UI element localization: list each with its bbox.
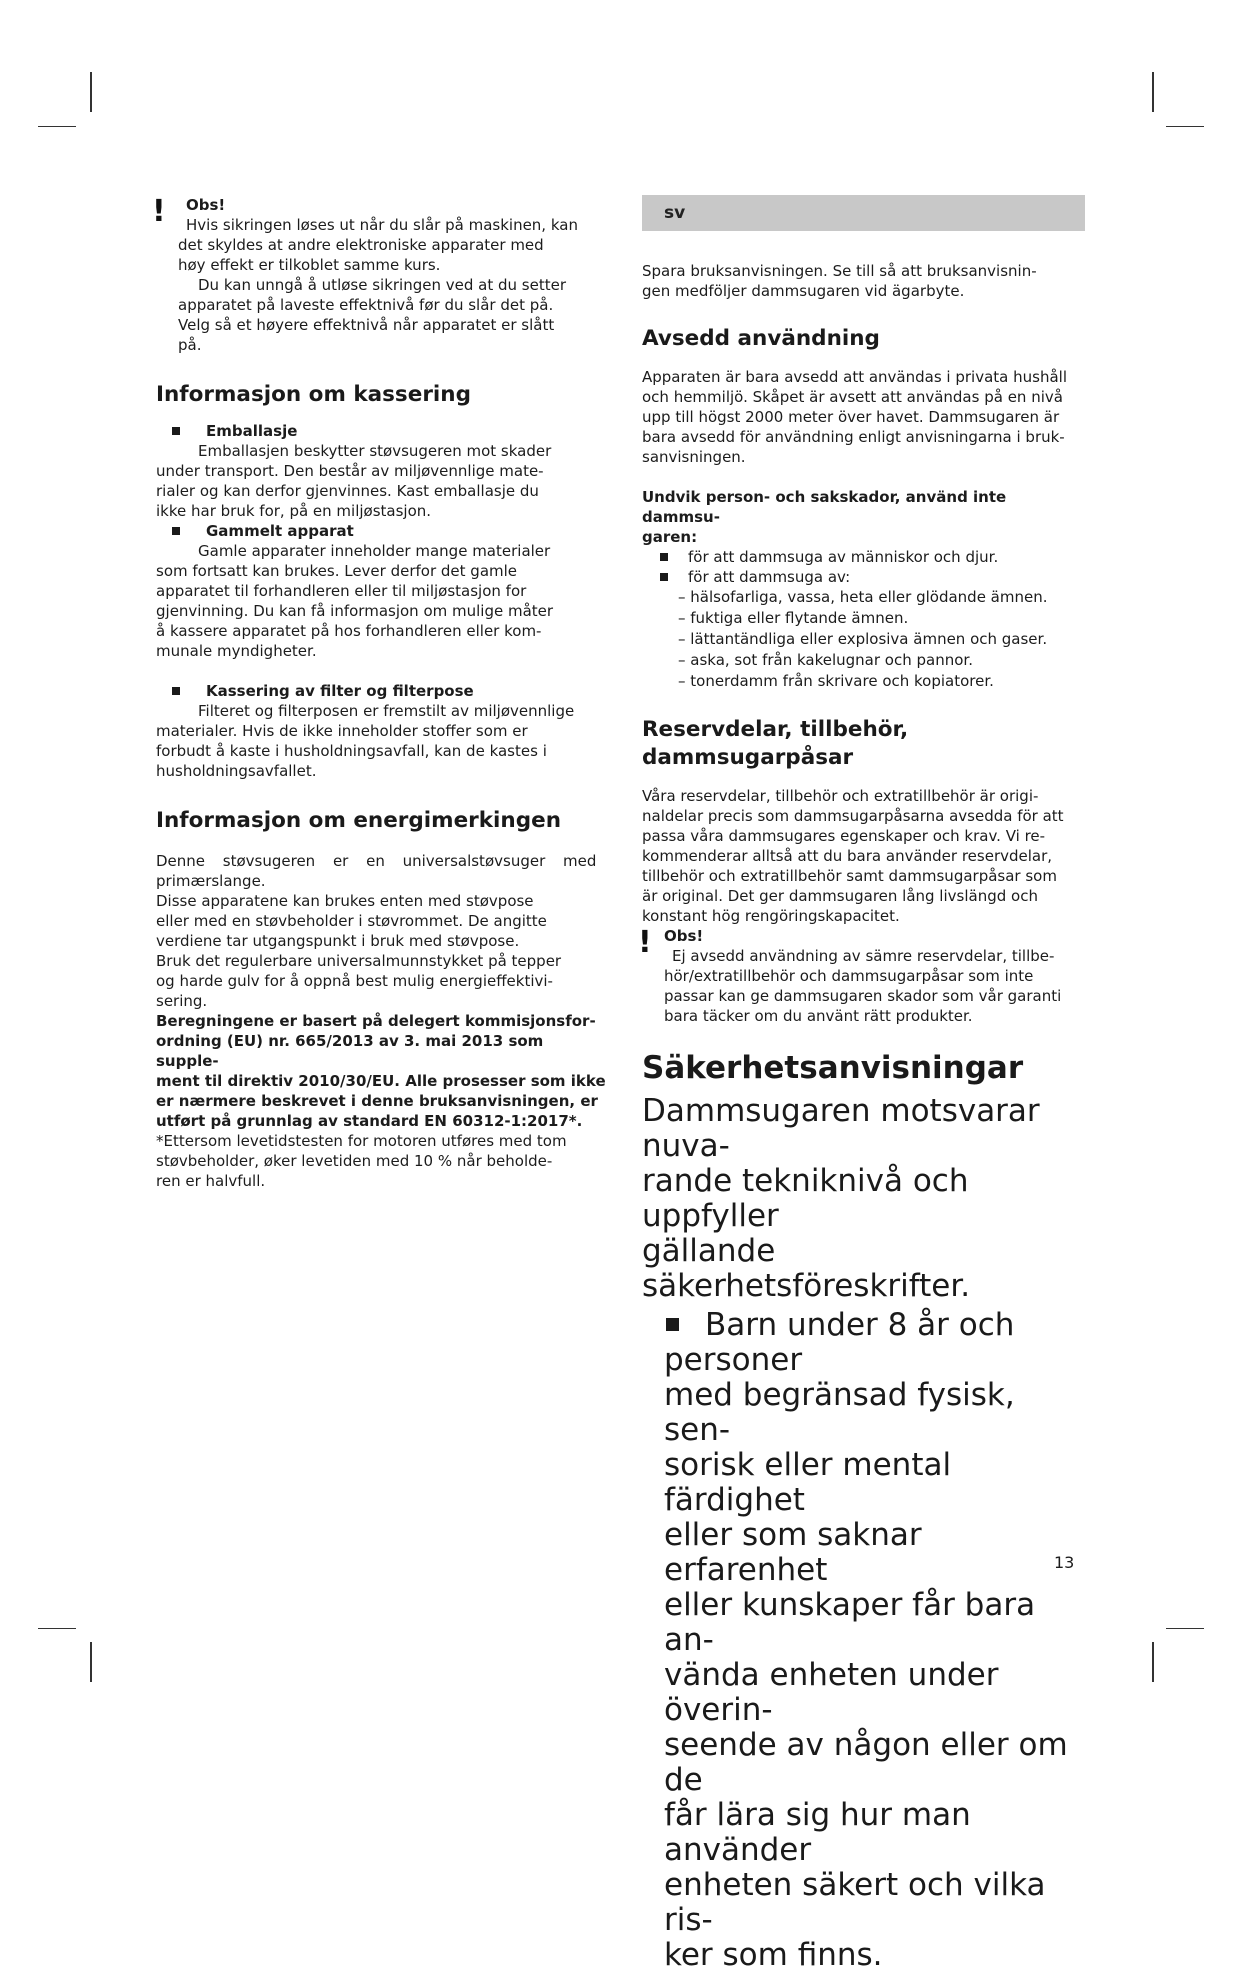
- body-line: ikke har bruk for, på en miljøstasjon.: [156, 502, 432, 520]
- notice-line: Ej avsedd användning av sämre reservdelar, tillbe-: [672, 947, 1055, 965]
- bold-line: er nærmere beskrevet i denne bruksanvisningen, er: [156, 1092, 598, 1110]
- bold-line: utført på grunnlag av standard EN 60312-1:2017*.: [156, 1112, 583, 1130]
- body-line: apparatet til forhandleren eller til miljøstasjon for: [156, 582, 527, 600]
- body-line: sering.: [156, 992, 208, 1010]
- crop-mark: [1166, 1628, 1204, 1629]
- bullet-title: Kassering av filter og filterpose: [156, 681, 611, 701]
- language-tag: sv: [642, 195, 1085, 231]
- warning-line: garen:: [642, 528, 698, 546]
- crop-mark: [38, 126, 76, 127]
- body-line: Spara bruksanvisningen. Se till så att bruksanvisnin-: [642, 262, 1037, 280]
- body-line: Gamle apparater inneholder mange materialer: [198, 542, 551, 560]
- crop-mark: [38, 1628, 76, 1629]
- body-line: under transport. Den består av miljøvennlige mate-: [156, 462, 544, 480]
- notice-block: [152, 194, 611, 355]
- notice-line: bara täcker om du använt rätt produkter.: [664, 1007, 973, 1025]
- body-line: rialer og kan derfor gjenvinnes. Kast emballasje du: [156, 482, 539, 500]
- bold-line: ment til direktiv 2010/30/EU. Alle prosesser som ikke: [156, 1072, 606, 1090]
- safety-heading: Säkerhetsanvisningar: [642, 1050, 1024, 1086]
- crop-mark: [1152, 72, 1154, 112]
- notice-title: Obs!: [664, 927, 704, 945]
- body-line: gen medföljer dammsugaren vid ägarbyte.: [642, 282, 965, 300]
- body-line: Apparaten är bara avsedd att användas i privata hushåll: [642, 368, 1067, 386]
- safety-bullet-line: vända enheten under överin-: [664, 1657, 999, 1728]
- crop-mark: [90, 1642, 92, 1682]
- body-line: Filteret og filterposen er fremstilt av miljøvennlige: [198, 702, 575, 720]
- body-line: forbudt å kaste i husholdningsavfall, kan de kastes i: [156, 742, 547, 760]
- safety-intro-line: Dammsugaren motsvarar nuva-: [642, 1093, 1040, 1164]
- bullet-title: Gammelt apparat: [156, 521, 611, 541]
- body-line: Denne støvsugeren er en universalstøvsuger med: [156, 852, 597, 870]
- body-line: som fortsatt kan brukes. Lever derfor det gamle: [156, 562, 518, 580]
- notice-line: hör/extratillbehör och dammsugarpåsar som inte: [664, 967, 1034, 985]
- notice-line: Hvis sikringen løses ut når du slår på maskinen, kan: [186, 216, 578, 234]
- body-line: tillbehör och extratillbehör samt dammsugarpåsar som: [642, 867, 1057, 885]
- body-line: gjenvinning. Du kan få informasjon om mulige måter: [156, 602, 554, 620]
- exclamation-icon: !: [638, 925, 652, 960]
- body-line: och hemmiljö. Skåpet är avsett att användas på en nivå: [642, 388, 1063, 406]
- dash-item: – lättantändliga eller explosiva ämnen och gaser.: [678, 630, 1048, 648]
- body-line: bara avsedd för användning enligt anvisningarna i bruk-: [642, 428, 1065, 446]
- footnote-line: *Ettersom levetidstesten for motoren utføres med tom: [156, 1132, 567, 1150]
- safety-bullet-line: enheten säkert och vilka ris-: [664, 1867, 1046, 1938]
- section-heading: Informasjon om energimerkingen: [156, 808, 562, 833]
- exclamation-icon: !: [152, 194, 166, 229]
- body-line: å kassere apparatet på hos forhandleren eller kom-: [156, 622, 542, 640]
- right-column: [638, 195, 1087, 1973]
- notice-line: på.: [178, 336, 202, 354]
- body-line: sanvisningen.: [642, 448, 746, 466]
- safety-bullet-line: sorisk eller mental färdighet: [664, 1447, 952, 1518]
- notice-line: passar kan ge dammsugaren skador som vår garanti: [664, 987, 1062, 1005]
- body-line: primærslange.: [156, 872, 266, 890]
- body-line: verdiene tar utgangspunkt i bruk med støvpose.: [156, 932, 520, 950]
- body-line: naldelar precis som dammsugarpåsarna avsedda för att: [642, 807, 1064, 825]
- body-line: eller med en støvbeholder i støvrommet. De angitte: [156, 912, 547, 930]
- section-heading: Informasjon om kassering: [156, 382, 471, 407]
- body-line: Bruk det regulerbare universalmunnstykket på tepper: [156, 952, 562, 970]
- body-line: Emballasjen beskytter støvsugeren mot skader: [198, 442, 552, 460]
- body-line: passa våra dammsugares egenskaper och krav. Vi re-: [642, 827, 1046, 845]
- dash-item: – aska, sot från kakelugnar och pannor.: [678, 651, 973, 669]
- safety-bullet-line: [642, 1308, 1087, 1378]
- bullet-title: Emballasje: [156, 421, 611, 441]
- safety-intro-line: rande tekniknivå och uppfyller: [642, 1163, 969, 1234]
- safety-bullet-line: med begränsad fysisk, sen-: [664, 1377, 1015, 1448]
- safety-bullet-line: eller kunskaper får bara an-: [664, 1587, 1036, 1658]
- body-line: husholdningsavfallet.: [156, 762, 317, 780]
- body-line: Våra reservdelar, tillbehör och extratillbehör är origi-: [642, 787, 1039, 805]
- safety-bullet-line: seende av någon eller om de: [664, 1727, 1068, 1798]
- list-item: för att dammsuga av människor och djur.: [642, 547, 1087, 567]
- crop-mark: [1152, 1642, 1154, 1682]
- notice-block: [638, 925, 1087, 1026]
- body-line: munale myndigheter.: [156, 642, 317, 660]
- dash-item: – fuktiga eller flytande ämnen.: [678, 609, 909, 627]
- body-line: upp till högst 2000 meter över havet. Dammsugaren är: [642, 408, 1060, 426]
- safety-bullet-text: Barn under 8 år och personer: [664, 1307, 1015, 1378]
- notice-line: Velg så et høyere effektnivå når apparatet er slått: [178, 316, 555, 334]
- bold-line: Beregningene er basert på delegert kommisjonsfor-: [156, 1012, 596, 1030]
- body-line: Disse apparatene kan brukes enten med støvpose: [156, 892, 534, 910]
- notice-line: det skyldes at andre elektroniske apparater med: [178, 236, 544, 254]
- body-line: og harde gulv for å oppnå best mulig energieffektivi-: [156, 972, 553, 990]
- footnote-line: støvbeholder, øker levetiden med 10 % når beholde-: [156, 1152, 553, 1170]
- left-column: [152, 194, 611, 1191]
- dash-item: – tonerdamm från skrivare och kopiatorer.: [678, 672, 994, 690]
- body-line: konstant hög rengöringskapacitet.: [642, 907, 900, 925]
- crop-mark: [1166, 126, 1204, 127]
- page-number: 13: [1054, 1553, 1075, 1572]
- notice-line: Du kan unngå å utløse sikringen ved at du setter: [198, 276, 566, 294]
- notice-line: apparatet på laveste effektnivå før du slår det på.: [178, 296, 554, 314]
- safety-intro-line: gällande säkerhetsföreskrifter.: [642, 1233, 971, 1304]
- warning-line: Undvik person- och sakskador, använd inte dammsu-: [642, 488, 1007, 526]
- notice-line: høy effekt er tilkoblet samme kurs.: [178, 256, 441, 274]
- section-heading: Reservdelar, tillbehör, dammsugarpåsar: [642, 717, 909, 770]
- list-item: för att dammsuga av:: [642, 567, 1087, 587]
- bold-line: ordning (EU) nr. 665/2013 av 3. mai 2013 som supple-: [156, 1032, 544, 1070]
- body-line: kommenderar alltså att du bara använder reservdelar,: [642, 847, 1053, 865]
- dash-item: – hälsofarliga, vassa, heta eller glödande ämnen.: [678, 588, 1048, 606]
- crop-mark: [90, 72, 92, 112]
- safety-bullet-line: får lära sig hur man använder: [664, 1797, 971, 1868]
- safety-bullet-line: eller som saknar erfarenhet: [664, 1517, 922, 1588]
- footnote-line: ren er halvfull.: [156, 1172, 266, 1190]
- section-heading: Avsedd användning: [642, 326, 880, 351]
- body-line: materialer. Hvis de ikke inneholder stoffer som er: [156, 722, 528, 740]
- bullet-square-icon: [666, 1318, 679, 1331]
- safety-bullet-line: ker som finns.: [664, 1937, 883, 1973]
- notice-title: Obs!: [186, 196, 226, 214]
- body-line: är original. Det ger dammsugaren lång livslängd och: [642, 887, 1038, 905]
